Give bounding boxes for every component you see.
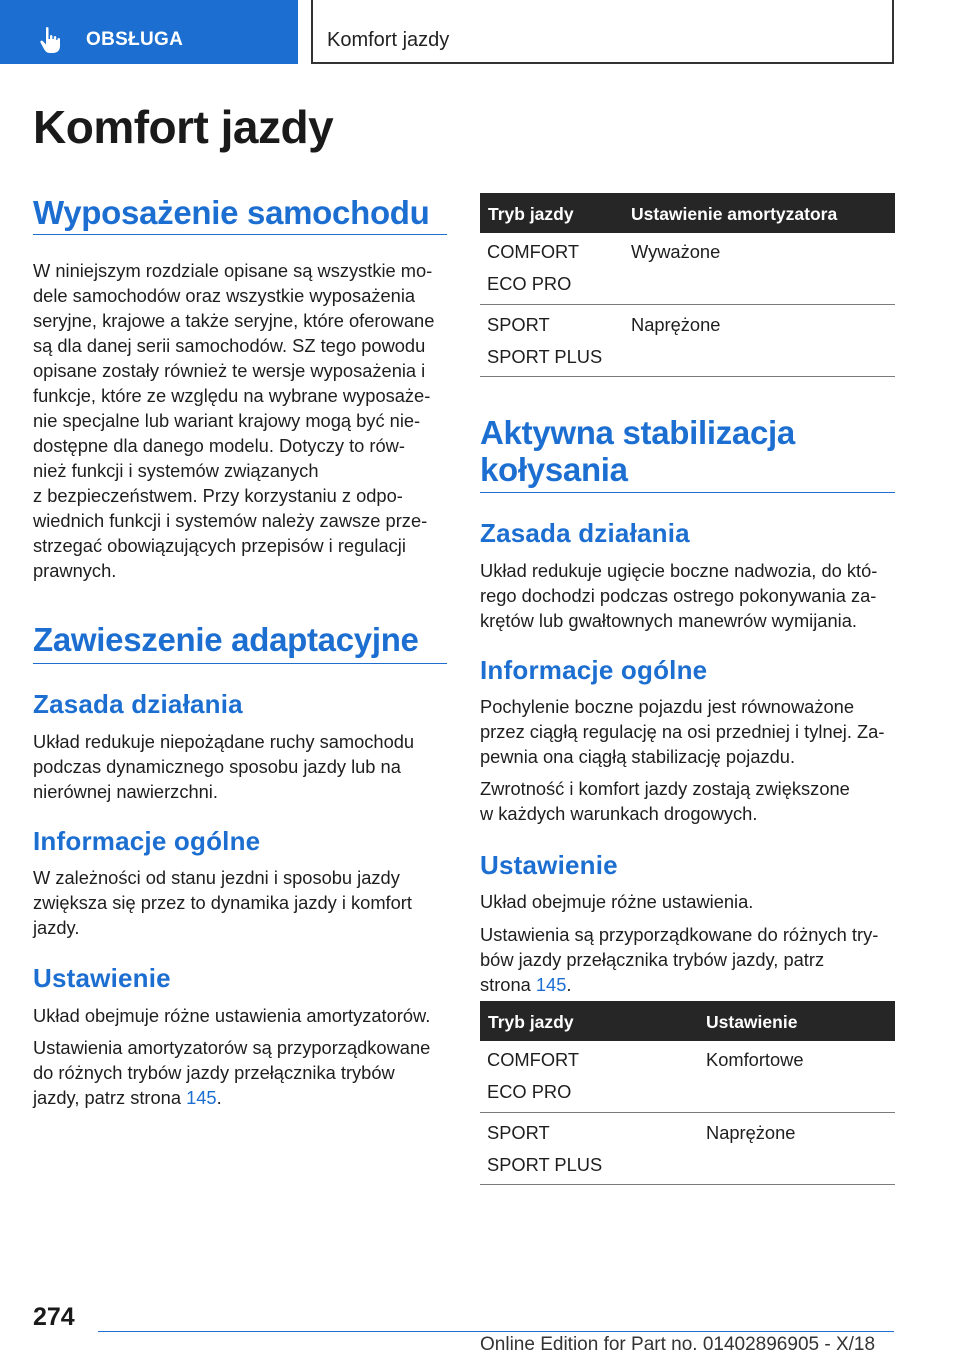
text-line: rego dochodzi podczas ostrego pokonywania za‐ [480, 585, 877, 606]
text-line: jazdy, patrz strona [33, 1087, 187, 1108]
table-header-cell: Tryb jazdy [488, 1012, 574, 1032]
text-line: dostępne dla danego modelu. Dotyczy to rów‐ [33, 435, 405, 456]
table-cell: Wyważone [631, 241, 721, 262]
text-line: Układ redukuje niepożądane ruchy samochodu [33, 731, 415, 752]
table-row [480, 1113, 895, 1185]
punctuation: . [216, 1087, 222, 1108]
text-line: z bezpieczeństwem. Przy korzystaniu z odpo‐ [33, 485, 403, 506]
text-line: funkcje, które ze względu na wybrane wyposaże‐ [33, 385, 431, 406]
text-line: seryjne, krajowe a także seryjne, które oferowane [33, 310, 435, 331]
text-line: W zależności od stanu jezdni i sposobu jazdy [33, 867, 400, 888]
table-cell: SPORT PLUS [487, 346, 603, 367]
general-info-heading: Informacje ogólne [33, 826, 261, 856]
text-line: dele samochodów oraz wszystkie wyposażenia [33, 285, 416, 306]
principle-heading: Zasada działania [480, 518, 690, 548]
text-line: strzegać obowiązujących przepisów i regulacji [33, 535, 406, 556]
text-line: przez ciągłą regulację na osi przedniej i tylnej. Za‐ [480, 721, 885, 742]
section-header-title: Komfort jazdy [327, 29, 450, 51]
equipment-heading: Wyposażenie samochodu [33, 194, 430, 231]
page-number: 274 [33, 1303, 75, 1331]
table-header-cell: Ustawienie [706, 1012, 798, 1032]
table-cell: COMFORT [487, 1049, 580, 1070]
roll-stabilization-heading [480, 414, 795, 489]
text-line: nierównej nawierzchni. [33, 781, 218, 802]
setting-text: Układ obejmuje różne ustawienia amortyzatorów. [33, 1005, 431, 1026]
text-line: krętów lub gwałtownych manewrów wymijania. [480, 610, 857, 631]
text-line: Pochylenie boczne pojazdu jest równoważone [480, 696, 854, 717]
table-cell: Komfortowe [706, 1049, 804, 1070]
table-cell: ECO PRO [487, 1081, 572, 1102]
table-cell: SPORT PLUS [487, 1154, 603, 1175]
table-cell: COMFORT [487, 241, 580, 262]
principle-heading: Zasada działania [33, 689, 243, 719]
text-line: Zwrotność i komfort jazdy zostają zwiększone [480, 778, 850, 799]
setting-heading: Ustawienie [33, 963, 171, 993]
chapter-tab-label: OBSŁUGA [86, 29, 184, 50]
principle-text [480, 558, 877, 633]
text-line: pewnia ona ciągłą stabilizację pojazdu. [480, 746, 796, 767]
text-line: prawnych. [33, 560, 117, 581]
table-header-cell: Tryb jazdy [488, 204, 574, 224]
text-line: w każdych warunkach drogowych. [480, 803, 758, 824]
section-rule [33, 663, 447, 664]
setting-reference-text [33, 1035, 430, 1110]
text-line: W niniejszym rozdziale opisane są wszystkie mo‐ [33, 260, 433, 281]
page-title: Komfort jazdy [33, 101, 334, 153]
text-line: jazdy. [33, 917, 80, 938]
table-cell: Naprężone [706, 1122, 796, 1143]
equipment-text [33, 258, 434, 583]
chapter-tab[interactable] [0, 0, 298, 64]
section-header [311, 0, 894, 64]
table-header-cell: Ustawienie amortyzatora [631, 204, 838, 224]
text-line: Układ redukuje ugięcie boczne nadwozia, do któ‐ [480, 560, 878, 581]
table-row [480, 305, 895, 377]
table-header [480, 193, 895, 233]
adaptive-suspension-heading: Zawieszenie adaptacyjne [33, 621, 419, 658]
text-line: wiednich funkcji i systemów należy zawsze prze‐ [33, 510, 428, 531]
setting-text: Układ obejmuje różne ustawienia. [480, 891, 754, 912]
text-line: bów jazdy przełącznika trybów jazdy, patrz [480, 949, 825, 970]
footer-rule [98, 1331, 894, 1332]
table-row [480, 233, 895, 305]
stabilization-settings-table [480, 1001, 895, 1185]
table-cell: SPORT [487, 314, 550, 335]
text-line: nie specjalne lub wariant krajowy mogą być nie‐ [33, 410, 421, 431]
general-info-heading: Informacje ogólne [480, 655, 708, 685]
damper-settings-table [480, 193, 895, 377]
page-link[interactable]: 145 [186, 1087, 217, 1108]
text-line: podczas dynamicznego sposobu jazdy lub na [33, 756, 401, 777]
hand-pointer-icon [38, 26, 64, 54]
table-cell: SPORT [487, 1122, 550, 1143]
heading-line: Aktywna stabilizacja [480, 414, 795, 451]
text-line: do różnych trybów jazdy przełącznika trybów [33, 1062, 395, 1083]
text-line: opisane zostały również te wersje wyposażenia i [33, 360, 426, 381]
page-link[interactable]: 145 [535, 974, 567, 995]
table-cell: ECO PRO [487, 273, 572, 294]
general-info-text [480, 694, 884, 769]
text-line: Ustawienia są przyporządkowane do różnych try‐ [480, 924, 879, 945]
text-line: strona [480, 974, 536, 995]
text-line: zwiększa się przez to dynamika jazdy i komfort [33, 892, 412, 913]
general-info-text-2 [480, 776, 850, 826]
setting-reference-text [480, 922, 878, 997]
principle-text [33, 729, 414, 804]
text-line: Ustawienia amortyzatorów są przyporządkowane [33, 1037, 431, 1058]
edition-note: Online Edition for Part no. 01402896905 - X/18 [480, 1334, 876, 1355]
setting-heading: Ustawienie [480, 850, 618, 880]
table-cell: Naprężone [631, 314, 721, 335]
table-row [480, 1041, 895, 1113]
text-line: nież funkcji i systemów związanych [33, 460, 319, 481]
text-line: są dla danej serii samochodów. SZ tego powodu [33, 335, 426, 356]
general-info-text [33, 865, 412, 940]
punctuation: . [566, 974, 572, 995]
section-rule [480, 492, 895, 493]
table-header [480, 1001, 895, 1041]
section-rule [33, 234, 447, 235]
heading-line: kołysania [480, 451, 628, 489]
